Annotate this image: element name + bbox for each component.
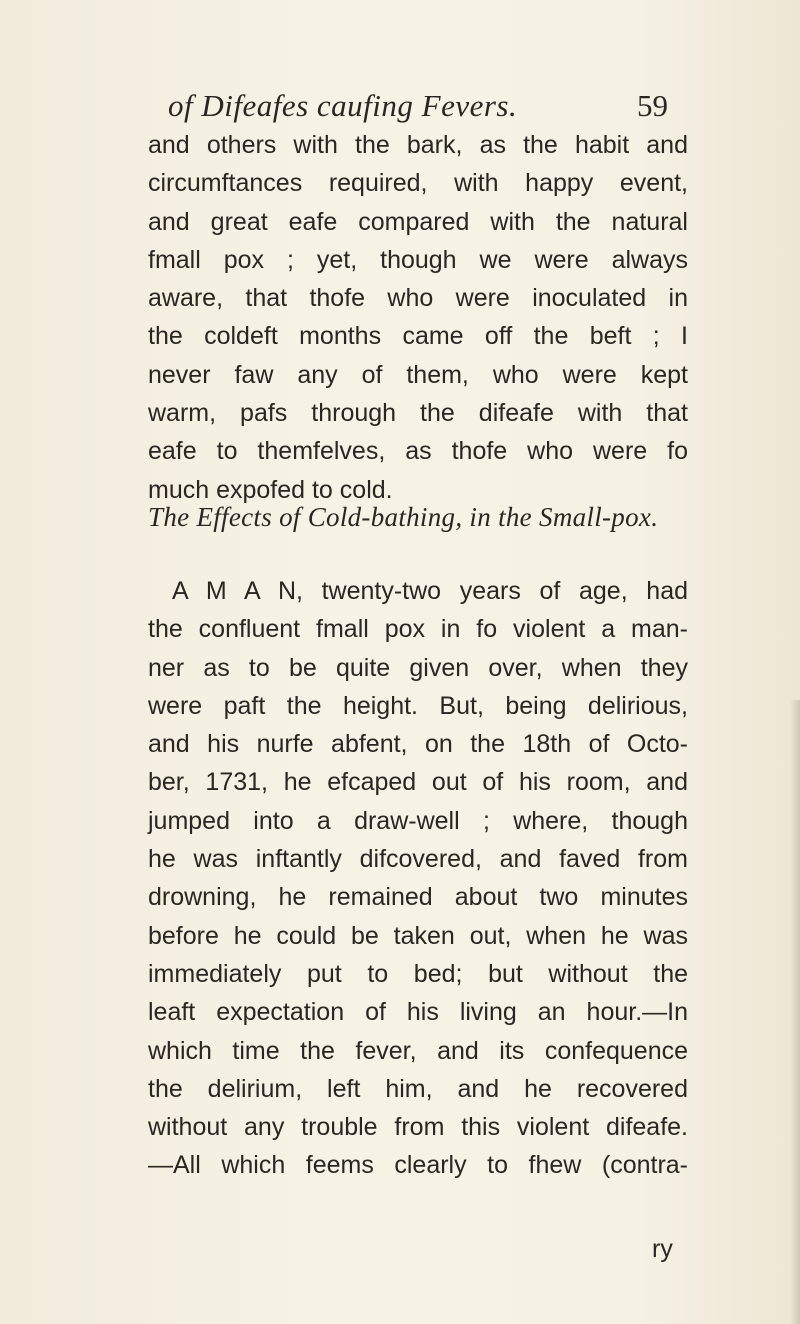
text-line: he was inftantly difcovered, and faved from <box>148 845 688 874</box>
text-line: the coldeft months came off the beft ; I <box>148 322 688 351</box>
paragraph-1 <box>148 126 688 509</box>
text-line: immediately put to bed; but without the <box>148 959 688 988</box>
text-line: ner as to be quite given over, when they <box>148 653 688 682</box>
running-head: of Difeafes caufing Fevers. <box>168 88 518 123</box>
text-line: which time the fever, and its confequence <box>148 1036 688 1065</box>
text-line: —All which feems clearly to fhew (contra- <box>148 1151 688 1180</box>
text-line: without any trouble from this violent difeafe. <box>148 1113 688 1142</box>
text-line: jumped into a draw-well ; where, though <box>148 806 688 835</box>
text-line: the delirium, left him, and he recovered <box>148 1074 688 1103</box>
page-header <box>168 88 668 128</box>
text-line: and others with the bark, as the habit and <box>148 131 688 159</box>
text-line: leaft expectation of his living an hour.—In <box>148 998 688 1027</box>
text-line: fmall pox ; yet, though we were always <box>148 245 688 274</box>
text-line: and his nurfe abfent, on the 18th of Octo- <box>148 730 688 759</box>
text-line: never faw any of them, who were kept <box>148 360 688 389</box>
text-line: much expofed to cold. <box>148 475 393 504</box>
page-edge-shadow <box>790 700 800 1324</box>
page-number: 59 <box>637 88 668 123</box>
text-line: eafe to themfelves, as thofe who were fo <box>148 437 688 466</box>
text-line: aware, that thofe who were inoculated in <box>148 284 688 313</box>
paragraph-2 <box>148 572 688 1185</box>
text-line: were paft the height. But, being delirious, <box>148 691 688 720</box>
text-line: ber, 1731, he efcaped out of his room, and <box>148 768 688 797</box>
text-line: before he could be taken out, when he was <box>148 921 688 950</box>
text-line: and great eafe compared with the natural <box>148 207 688 236</box>
text-line: warm, pafs through the difeafe with that <box>148 399 688 428</box>
text-line: circumftances required, with happy event, <box>148 169 688 198</box>
section-heading: The Effects of Cold-bathing, in the Small-pox. <box>148 502 659 532</box>
text-line: drowning, he remained about two minutes <box>148 883 688 912</box>
text-line: A M A N, twenty-two years of age, had <box>172 577 688 605</box>
text-line: the confluent fmall pox in fo violent a man- <box>148 615 688 644</box>
catchword: ry <box>652 1235 673 1263</box>
